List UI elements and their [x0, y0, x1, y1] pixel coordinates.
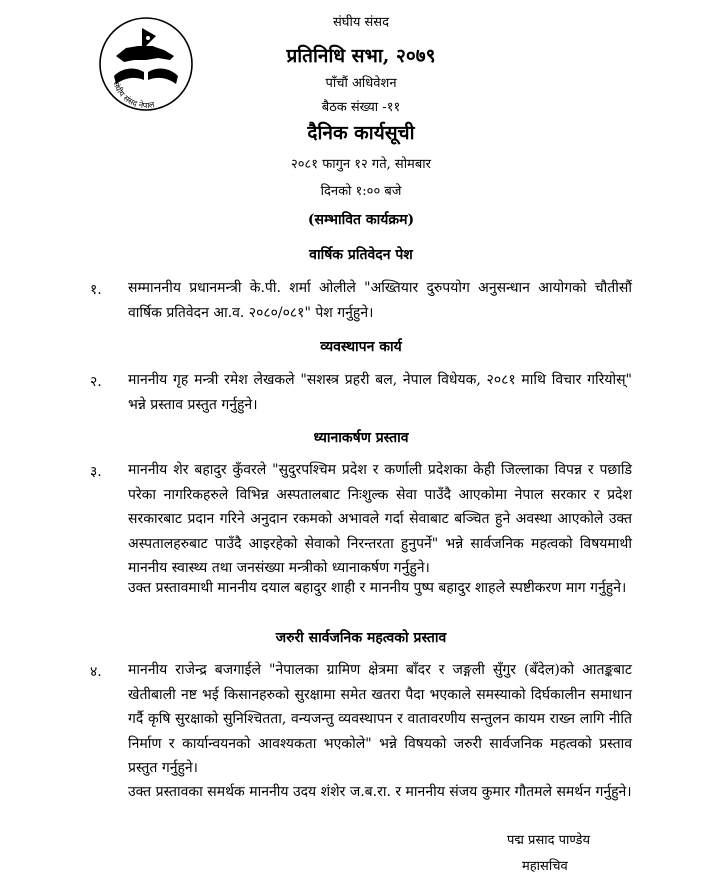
parliament-name: संघीय संसद [333, 15, 389, 30]
signatory-title: महासचिव [522, 859, 568, 874]
section-heading: ध्यानाकर्षण प्रस्ताव [313, 430, 409, 446]
item-note: उक्त प्रस्तावका समर्थक माननीय उदय शंशेर ज.ब.रा. र माननीय संजय कुमार गौतमले समर्थन गर्नुहुने। [128, 784, 632, 800]
agenda-time: दिनको १:०० बजे [320, 184, 402, 199]
agenda-date: २०८१ फागुन १२ गते, सोमबार [291, 157, 431, 172]
house-title: प्रतिनिधि सभा, २०७९ [286, 45, 436, 67]
item-text: माननीय शेर बहादुर कुँवरले "सुदुरपश्चिम प्रदेश र कर्णाली प्रदेशका केही जिल्लाका विपन्न र पछाडि परेका नागरिकहरुले विभिन्न अस्पतालबाट निःशुल्क सेवा पाउँदै आएकोमा नेपाल सरकार र प्रदेश सरकारबाट प्रदान गरिने अनुदान रकमको अभावले गर्दा सेवाबाट बञ्चित हुने अवस्था आएकोले उक्त अस्पतालहरुबाट पाउँदै आइरहेको सेवाको निरन्तरता हुनुपर्ने" भन्ने सार्वजनिक महत्वको विषयमाथी माननीय स्वास्थ्य तथा जनसंख्या मन्त्रीको ध्यानाकर्षण गर्नुहुने। [128, 462, 632, 576]
item-number: ३. [90, 464, 102, 480]
meeting-number: बैठक संख्या -११ [321, 100, 401, 115]
section-heading: वार्षिक प्रतिवेदन पेश [309, 247, 413, 263]
signatory-name: पद्म प्रसाद पाण्डेय [507, 833, 591, 848]
section-heading: जरुरी सार्वजनिक महत्वको प्रस्ताव [275, 630, 447, 646]
item-number: ४. [90, 664, 102, 680]
session-label: पाँचौं अधिवेशन [325, 76, 397, 91]
item-text: माननीय राजेन्द्र बजगाईले "नेपालका ग्रामिण क्षेत्रमा बाँदर र जङ्गली सुँगुर (बँदेल)को आतङ्कबाट खेतीबाली नष्ट भई किसानहरुको सुरक्षामा समेत खतरा पैदा भएकाले समस्याको दिर्घकालीन समाधान गर्दै कृषि सुरक्षाको सुनिश्चितता, वन्यजन्तु व्यवस्थापन र वातावरणीय सन्तुलन कायम राख्न लागि नीति निर्माण र कार्यान्वयनको आवश्यकता भएकोले" भन्ने विषयको जरुरी सार्वजनिक महत्वको प्रस्ताव प्रस्तुत गर्नुहुने। [128, 662, 632, 776]
item-number: १. [90, 282, 102, 298]
item-text: माननीय गृह मन्त्री रमेश लेखकले "सशस्त्र प्रहरी बल, नेपाल विधेयक, २०८१ माथि विचार गरियोस्" भन्ने प्रस्ताव प्रस्तुत गर्नुहुने। [128, 372, 632, 413]
item-number: २. [90, 374, 102, 390]
agenda-title: दैनिक कार्यसूची [307, 122, 415, 144]
agenda-subtitle: (सम्भावित कार्यक्रम) [307, 212, 415, 228]
svg-text:संघीय संसद नेपाल: संघीय संसद नेपाल [111, 80, 156, 110]
section-heading: व्यवस्थापन कार्य [320, 339, 402, 355]
item-text: सम्माननीय प्रधानमन्त्री के.पी. शर्मा ओलीले "अख्तियार दुरुपयोग अनुसन्धान आयोगको चौतीसौं वार्षिक प्रतिवेदन आ.व. २०८०/०८१" पेश गर्नुहुने। [128, 280, 632, 321]
item-note: उक्त प्रस्तावमाथी माननीय दयाल बहादुर शाही र माननीय पुष्प बहादुर शाहले स्पष्टीकरण माग गर्नुहुने। [128, 580, 627, 596]
